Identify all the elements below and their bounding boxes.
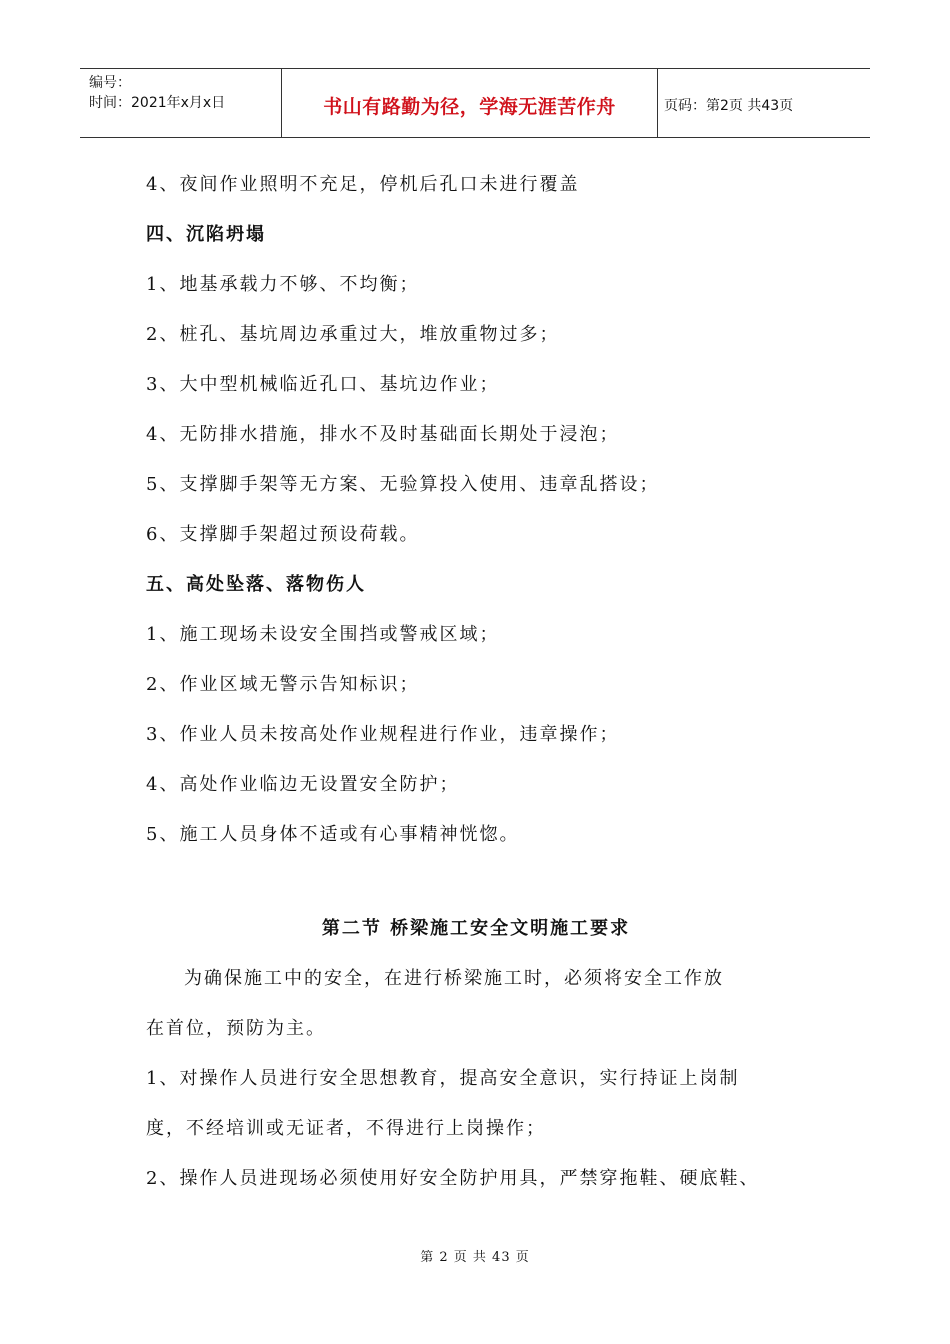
list-item: 1、地基承载力不够、不均衡； [146, 274, 420, 295]
number-label: 编号： [89, 75, 131, 91]
section-heading: 五、高处坠落、落物伤人 [146, 574, 366, 595]
section-heading: 四、沉陷坍塌 [146, 224, 266, 245]
spacer [146, 860, 826, 904]
list-item: 2、作业区域无警示告知标识； [146, 674, 420, 695]
list-item: 4、无防排水措施，排水不及时基础面长期处于浸泡； [146, 424, 620, 445]
list-item: 6、支撑脚手架超过预设荷载。 [146, 524, 420, 545]
list-item: 3、作业人员未按高处作业规程进行作业，违章操作； [146, 724, 620, 745]
header-motto: 书山有路勤为径，学海无涯苦作舟 [282, 69, 658, 137]
paragraph-line: 在首位，预防为主。 [146, 1018, 326, 1039]
paragraph-line: 1、对操作人员进行安全思想教育，提高安全意识，实行持证上岗制 [146, 1068, 740, 1089]
list-item: 1、施工现场未设安全围挡或警戒区域； [146, 624, 500, 645]
list-item: 5、支撑脚手架等无方案、无验算投入使用、违章乱搭设； [146, 474, 660, 495]
paragraph-line: 度，不经培训或无证者，不得进行上岗操作； [146, 1118, 546, 1139]
list-item: 3、大中型机械临近孔口、基坑边作业； [146, 374, 500, 395]
list-item: 4、夜间作业照明不充足，停机后孔口未进行覆盖 [146, 174, 580, 195]
date-label: 时间：2021年x月x日 [89, 95, 226, 111]
paragraph-line: 为确保施工中的安全，在进行桥梁施工时，必须将安全工作放 [184, 968, 724, 989]
list-item: 4、高处作业临边无设置安全防护； [146, 774, 460, 795]
document-body [146, 160, 826, 1204]
header-page-info: 页码：第2页 共43页 [664, 98, 794, 114]
document-header [80, 68, 870, 138]
header-meta-cell [80, 69, 282, 137]
page-footer: 第 2 页 共 43 页 [420, 1250, 530, 1265]
paragraph-line: 2、操作人员进现场必须使用好安全防护用具，严禁穿拖鞋、硬底鞋、 [146, 1168, 760, 1189]
chapter-section-title: 第二节 桥梁施工安全文明施工要求 [321, 918, 631, 939]
list-item: 2、桩孔、基坑周边承重过大，堆放重物过多； [146, 324, 560, 345]
list-item: 5、施工人员身体不适或有心事精神恍惚。 [146, 824, 520, 845]
